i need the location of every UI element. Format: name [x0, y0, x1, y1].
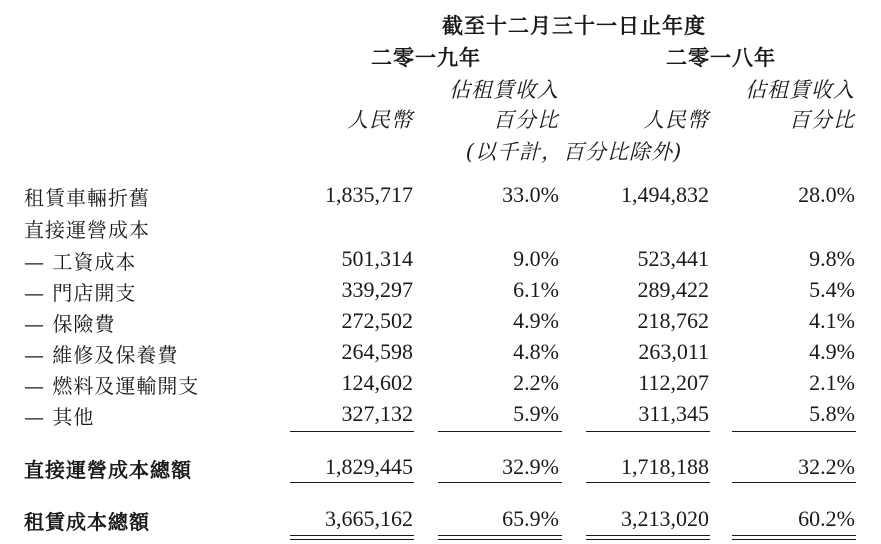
pct-heading-2019-line2: 百分比 — [493, 108, 559, 132]
pct-2018: 2.1% — [809, 370, 855, 395]
subtotal-pct-2019: 32.9% — [502, 454, 559, 479]
pct-2019: 6.1% — [513, 277, 559, 302]
value-2018: 523,441 — [637, 246, 709, 271]
total-label: 租賃成本總額 — [24, 510, 150, 534]
subtotal-rule — [586, 431, 710, 432]
pct-2018: 5.4% — [809, 277, 855, 302]
value-2019: 124,602 — [341, 370, 413, 395]
row-label: — 門店開支 — [24, 281, 137, 305]
total-double-rule — [732, 535, 856, 536]
pct-heading-2019-line1: 佔租賃收入 — [449, 78, 559, 102]
pct-heading-2018-line1: 佔租賃收入 — [745, 78, 855, 102]
pct-2019: 4.9% — [513, 308, 559, 333]
subtotal-value-2019: 1,829,445 — [325, 454, 413, 479]
pct-2018: 5.8% — [809, 401, 855, 426]
pct-2018: 28.0% — [798, 182, 855, 207]
value-2019: 327,132 — [341, 401, 413, 426]
total-double-rule — [586, 535, 710, 536]
pct-2019: 33.0% — [502, 182, 559, 207]
row-label: — 工資成本 — [24, 250, 137, 274]
pct-2018: 9.8% — [809, 246, 855, 271]
value-2019: 272,502 — [341, 308, 413, 333]
total-value-2018: 3,213,020 — [621, 506, 709, 531]
total-top-rule — [438, 482, 562, 483]
row-label: — 維修及保養費 — [24, 343, 179, 367]
total-top-rule — [732, 482, 856, 483]
value-2018: 112,207 — [638, 370, 709, 395]
total-pct-2019: 65.9% — [502, 506, 559, 531]
subtotal-rule — [732, 431, 856, 432]
row-label: 租賃車輛折舊 — [24, 186, 150, 210]
subtotal-pct-2018: 32.2% — [798, 454, 855, 479]
total-double-rule — [732, 539, 856, 540]
unit-note: (以千計，百分比除外) — [465, 140, 683, 164]
total-double-rule — [586, 539, 710, 540]
pct-2019: 5.9% — [513, 401, 559, 426]
value-2018: 289,422 — [637, 277, 709, 302]
total-top-rule — [586, 482, 710, 483]
subtotal-rule — [290, 431, 414, 432]
pct-2019: 2.2% — [513, 370, 559, 395]
total-pct-2018: 60.2% — [798, 506, 855, 531]
pct-2018: 4.1% — [809, 308, 855, 333]
total-double-rule — [438, 535, 562, 536]
value-2019: 264,598 — [341, 339, 413, 364]
value-2019: 501,314 — [341, 246, 413, 271]
pct-heading-2018-line2: 百分比 — [789, 108, 855, 132]
subtotal-label: 直接運營成本總額 — [24, 458, 192, 482]
value-2018: 263,011 — [638, 339, 709, 364]
row-label: — 燃料及運輸開支 — [24, 374, 200, 398]
pct-2019: 4.8% — [513, 339, 559, 364]
total-double-rule — [290, 535, 414, 536]
row-label: 直接運營成本 — [24, 218, 150, 242]
value-2019: 339,297 — [341, 277, 413, 302]
subtotal-rule — [438, 431, 562, 432]
row-label: — 其他 — [24, 405, 95, 429]
total-top-rule — [290, 482, 414, 483]
pct-2018: 4.9% — [809, 339, 855, 364]
year-2018-heading: 二零一八年 — [666, 45, 776, 70]
total-double-rule — [438, 539, 562, 540]
row-label: — 保險費 — [24, 312, 116, 336]
period-heading: 截至十二月三十一日止年度 — [442, 13, 706, 38]
rmb-heading-2018: 人民幣 — [643, 108, 709, 132]
value-2019: 1,835,717 — [325, 182, 413, 207]
value-2018: 311,345 — [638, 401, 709, 426]
pct-2019: 9.0% — [513, 246, 559, 271]
total-value-2019: 3,665,162 — [325, 506, 413, 531]
year-2019-heading: 二零一九年 — [371, 45, 481, 70]
value-2018: 1,494,832 — [621, 182, 709, 207]
value-2018: 218,762 — [637, 308, 709, 333]
subtotal-value-2018: 1,718,188 — [621, 454, 709, 479]
total-double-rule — [290, 539, 414, 540]
rmb-heading-2019: 人民幣 — [347, 108, 413, 132]
